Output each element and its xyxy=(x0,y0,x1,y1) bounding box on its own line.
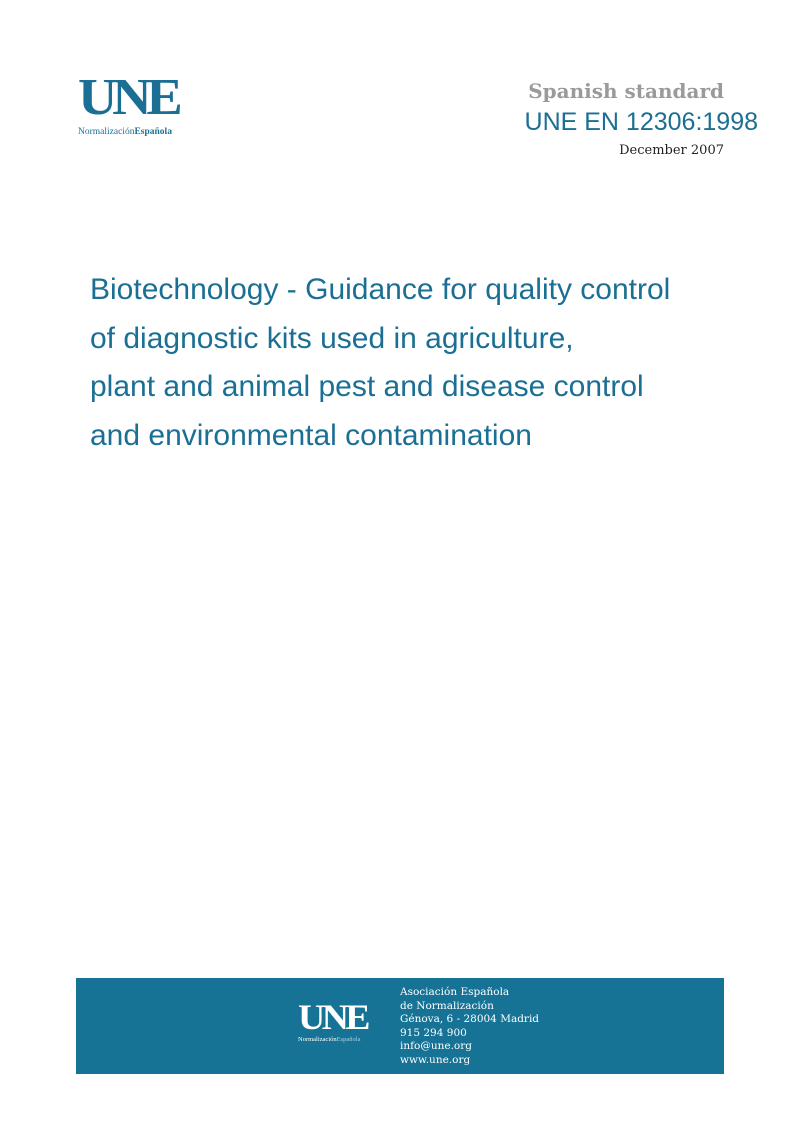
publication-date: December 2007 xyxy=(619,143,724,158)
footer-logo-tagline xyxy=(298,1036,388,1044)
une-logo xyxy=(78,69,218,138)
contact-email[interactable]: info@une.org xyxy=(400,1040,472,1052)
contact-org-line2: de Normalización xyxy=(400,999,494,1012)
contact-phone: 915 294 900 xyxy=(400,1026,467,1039)
footer-tagline-espanola: Española xyxy=(336,1036,361,1043)
footer-band xyxy=(76,978,724,1074)
standard-kind: Spanish standard xyxy=(528,79,724,103)
footer-tagline-normalizacion: Normalización xyxy=(298,1036,337,1043)
footer-logo-wordmark: UNE xyxy=(298,997,367,1037)
document-title xyxy=(90,266,750,460)
contact-org-line1: Asociación Española xyxy=(400,986,510,998)
title-line: of diagnostic kits used in agriculture, xyxy=(90,321,574,355)
contact-website[interactable]: www.une.org xyxy=(400,1053,471,1066)
title-line: Biotechnology - Guidance for quality control xyxy=(90,273,671,306)
standard-code: UNE EN 12306:1998 xyxy=(524,108,758,136)
title-line: plant and animal pest and disease control xyxy=(90,370,644,403)
footer-une-logo xyxy=(298,997,388,1044)
contact-address: Génova, 6 - 28004 Madrid xyxy=(400,1013,540,1025)
une-logo-wordmark: UNE xyxy=(78,69,178,126)
title-line: and environmental contamination xyxy=(90,418,532,452)
contact-block xyxy=(400,986,539,1067)
tagline-espanola: Española xyxy=(134,127,172,137)
tagline-normalizacion: Normalización xyxy=(78,127,135,137)
standard-header xyxy=(525,78,758,160)
une-logo-tagline xyxy=(78,126,218,138)
